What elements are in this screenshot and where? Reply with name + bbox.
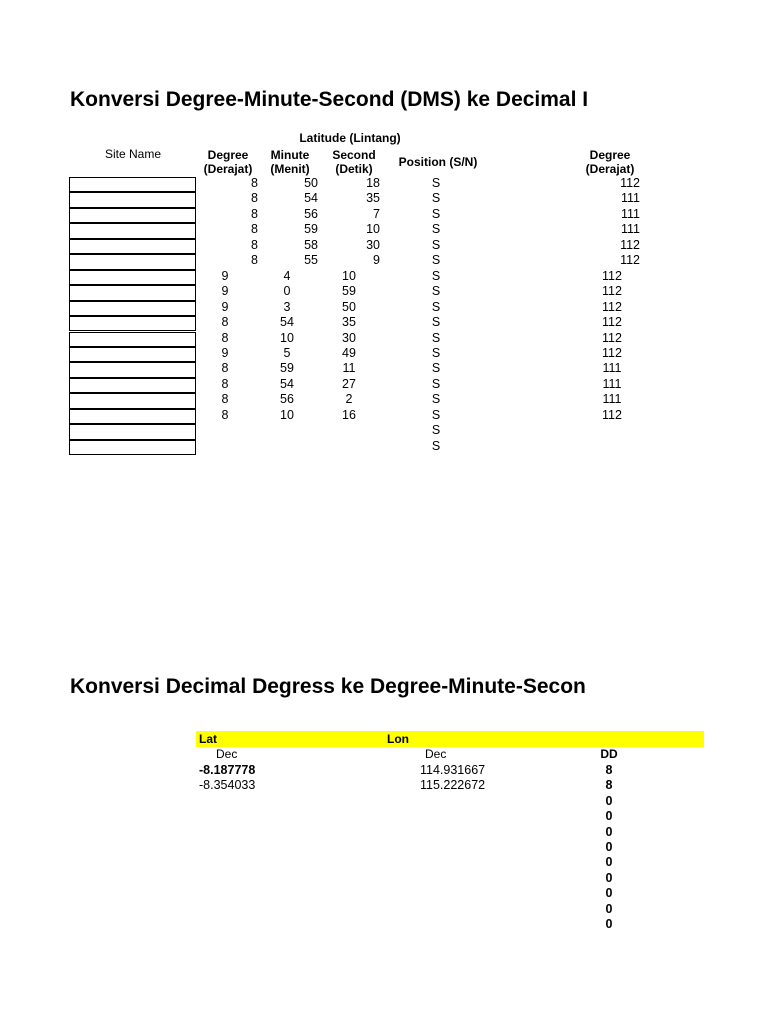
- second-cell: 50: [342, 299, 356, 314]
- longitude-degree-cell: 111: [620, 222, 640, 237]
- position-cell: S: [431, 268, 441, 283]
- degree-cell: 9: [221, 268, 229, 283]
- second-header-line1: Second: [332, 148, 376, 162]
- site-name-cell[interactable]: [69, 347, 196, 362]
- degree-cell: 8: [251, 191, 258, 206]
- site-name-header: Site Name: [104, 147, 162, 161]
- dd-value: 0: [605, 870, 613, 885]
- second-cell: 49: [342, 345, 356, 360]
- second-header: [324, 148, 384, 176]
- position-cell: S: [431, 423, 441, 438]
- second-cell: 35: [342, 315, 356, 330]
- site-name-cell[interactable]: [69, 285, 196, 300]
- dd-value: 0: [605, 824, 613, 839]
- minute-cell: 55: [304, 253, 318, 268]
- degree-header: [197, 148, 259, 176]
- lon-dec-label: Dec: [425, 747, 447, 761]
- minute-cell: 58: [304, 237, 318, 252]
- longitude-degree-header: [575, 148, 645, 176]
- degree-cell: 8: [251, 176, 258, 190]
- degree-cell: 8: [251, 253, 258, 268]
- header-highlight: [196, 731, 704, 747]
- site-name-cell[interactable]: [69, 378, 196, 393]
- site-name-cell[interactable]: [69, 177, 196, 192]
- degree-header-line2: (Derajat): [203, 162, 253, 176]
- second-cell: 10: [366, 222, 380, 237]
- dd-value: 0: [605, 809, 613, 824]
- dd-value: 8: [605, 763, 613, 777]
- second-cell: 35: [366, 191, 380, 206]
- position-cell: S: [431, 438, 441, 453]
- longitude-degree-cell: 112: [620, 237, 640, 252]
- degree-cell: 8: [221, 392, 229, 407]
- longitude-degree-cell: 111: [620, 191, 640, 206]
- longitude-degree-cell: 111: [602, 361, 622, 376]
- minute-cell: 4: [283, 268, 291, 283]
- longitude-degree-cell: 112: [602, 345, 622, 360]
- minute-cell: 50: [304, 176, 318, 190]
- position-header: Position (S/N): [398, 155, 478, 169]
- latitude-group-label: Latitude (Lintang): [299, 131, 401, 145]
- position-cell: S: [431, 206, 441, 221]
- lat-label: Lat: [199, 732, 217, 746]
- minute-cell: 59: [280, 361, 294, 376]
- dd-label: DD: [600, 747, 618, 761]
- position-cell: S: [431, 191, 441, 206]
- minute-cell: 0: [283, 284, 291, 299]
- dd-value: 8: [605, 778, 613, 793]
- lon-label: Lon: [387, 732, 409, 746]
- degree-cell: 8: [251, 237, 258, 252]
- minute-cell: 3: [283, 299, 291, 314]
- site-name-cell[interactable]: [69, 332, 196, 347]
- degree-header-line1: Degree: [207, 148, 249, 162]
- position-cell: S: [431, 315, 441, 330]
- second-cell: 27: [342, 376, 356, 391]
- position-cell: S: [431, 176, 441, 190]
- position-cell: S: [431, 361, 441, 376]
- second-cell: 7: [373, 206, 380, 221]
- degree-cell: 8: [221, 330, 229, 345]
- second-cell: 16: [342, 407, 356, 422]
- degree-cell: 8: [221, 361, 229, 376]
- second-cell: 18: [366, 176, 380, 190]
- position-cell: S: [431, 253, 441, 268]
- degree-cell: 9: [221, 284, 229, 299]
- position-cell: S: [431, 330, 441, 345]
- position-cell: S: [431, 299, 441, 314]
- minute-cell: 59: [304, 222, 318, 237]
- site-name-cell[interactable]: [69, 239, 196, 254]
- site-name-cell[interactable]: [69, 270, 196, 285]
- lon-dec-value: 114.931667: [420, 763, 486, 777]
- minute-header-line1: Minute: [270, 148, 310, 162]
- minute-cell: 56: [304, 206, 318, 221]
- minute-cell: 5: [283, 345, 291, 360]
- degree-cell: 8: [221, 376, 229, 391]
- lon-dec-value: 115.222672: [420, 778, 486, 793]
- longitude-degree-header-line1: Degree: [589, 148, 631, 162]
- minute-cell: 56: [280, 392, 294, 407]
- degree-cell: 9: [221, 299, 229, 314]
- degree-cell: 9: [221, 345, 229, 360]
- degree-cell: 8: [251, 206, 258, 221]
- position-cell: S: [431, 345, 441, 360]
- second-cell: 10: [342, 268, 356, 283]
- site-name-cell[interactable]: [69, 362, 196, 377]
- minute-cell: 54: [280, 315, 294, 330]
- degree-cell: 8: [221, 315, 229, 330]
- second-cell: 9: [373, 253, 380, 268]
- site-name-cell[interactable]: [69, 316, 196, 331]
- dd-value: 0: [605, 855, 613, 870]
- site-name-cell[interactable]: [69, 192, 196, 207]
- dd-value: 0: [605, 793, 613, 808]
- dd-value: 0: [605, 886, 613, 901]
- degree-cell: 8: [251, 222, 258, 237]
- longitude-degree-cell: 112: [602, 407, 622, 422]
- position-cell: S: [431, 376, 441, 391]
- position-cell: S: [431, 222, 441, 237]
- decimal-section-title: Konversi Decimal Degress ke Degree-Minute-Secon: [70, 675, 586, 698]
- longitude-degree-cell: 111: [602, 376, 622, 391]
- position-cell: S: [431, 237, 441, 252]
- longitude-degree-cell: 112: [602, 299, 622, 314]
- longitude-degree-cell: 112: [620, 253, 640, 268]
- second-cell: 30: [342, 330, 356, 345]
- site-name-cell[interactable]: [69, 208, 196, 223]
- site-name-cell[interactable]: [69, 424, 196, 439]
- second-cell: 30: [366, 237, 380, 252]
- second-cell: 2: [345, 392, 353, 407]
- site-name-cell[interactable]: [69, 440, 196, 455]
- longitude-degree-cell: 112: [602, 315, 622, 330]
- minute-header: [262, 148, 318, 176]
- minute-cell: 10: [280, 407, 294, 422]
- dms-section-title: Konversi Degree-Minute-Second (DMS) ke Decimal I: [70, 88, 589, 111]
- second-header-line2: (Detik): [335, 162, 373, 176]
- longitude-degree-cell: 111: [602, 392, 622, 407]
- dd-value: 0: [605, 840, 613, 854]
- longitude-degree-cell: 112: [602, 284, 622, 299]
- site-name-cell[interactable]: [69, 409, 196, 424]
- site-name-cell[interactable]: [69, 301, 196, 316]
- dd-value: 0: [605, 917, 613, 931]
- lat-dec-value: -8.354033: [199, 778, 256, 793]
- second-cell: 11: [342, 361, 356, 376]
- longitude-degree-cell: 112: [602, 330, 622, 345]
- minute-cell: 54: [280, 376, 294, 391]
- longitude-degree-cell: 112: [602, 268, 622, 283]
- degree-cell: 8: [221, 407, 229, 422]
- longitude-degree-cell: 111: [620, 206, 640, 221]
- lat-dec-value: -8.187778: [199, 763, 256, 777]
- second-cell: 59: [342, 284, 356, 299]
- position-cell: S: [431, 392, 441, 407]
- position-cell: S: [431, 407, 441, 422]
- longitude-degree-header-line2: (Derajat): [585, 162, 635, 176]
- site-name-cell[interactable]: [69, 223, 196, 238]
- position-cell: S: [431, 284, 441, 299]
- minute-cell: 10: [280, 330, 294, 345]
- longitude-degree-cell: 112: [620, 176, 640, 190]
- minute-header-line2: (Menit): [270, 162, 310, 176]
- minute-cell: 54: [304, 191, 318, 206]
- site-name-cell[interactable]: [69, 254, 196, 269]
- site-name-cell[interactable]: [69, 393, 196, 408]
- lat-dec-label: Dec: [216, 747, 238, 761]
- dd-value: 0: [605, 901, 613, 916]
